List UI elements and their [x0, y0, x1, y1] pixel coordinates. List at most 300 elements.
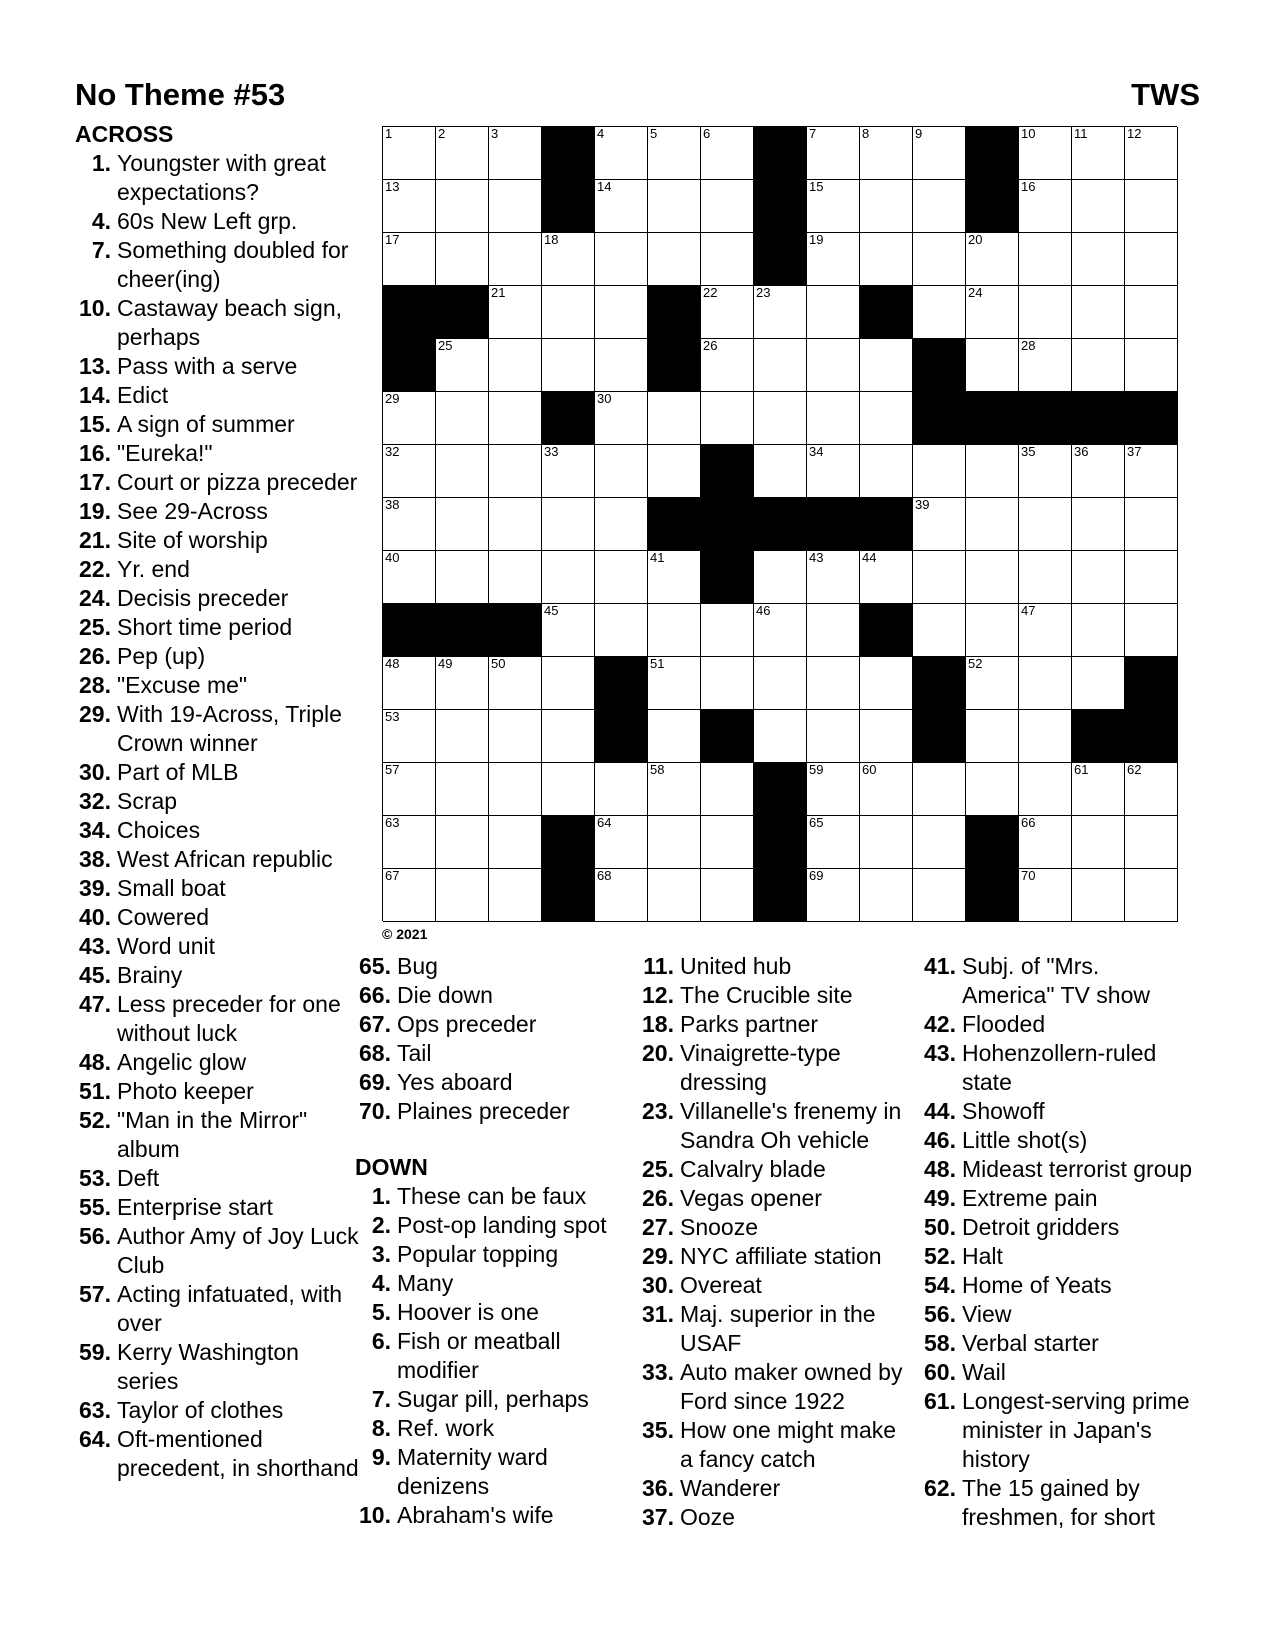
- grid-cell[interactable]: [966, 233, 1019, 286]
- cell-number: 65: [809, 815, 824, 830]
- grid-cell[interactable]: [913, 127, 966, 180]
- clue-text: Extreme pain: [962, 1185, 1098, 1211]
- clue-number: 60.: [924, 1359, 956, 1385]
- grid-cell[interactable]: [701, 763, 754, 816]
- grid-cell[interactable]: [966, 551, 1019, 604]
- grid-cell[interactable]: [595, 180, 648, 233]
- grid-cell[interactable]: [489, 392, 542, 445]
- clue-item: [355, 1269, 630, 1298]
- clue-number: 6.: [371, 1328, 391, 1354]
- grid-cell[interactable]: [542, 604, 595, 657]
- grid-cell[interactable]: [436, 498, 489, 551]
- clue-number: 32.: [79, 788, 111, 814]
- grid-cell[interactable]: [966, 763, 1019, 816]
- clue-text: Villanelle's frenemy in Sandra Oh vehicle: [680, 1098, 902, 1153]
- cell-number: 59: [809, 762, 824, 777]
- black-square: [1019, 392, 1072, 445]
- clue-number: 11.: [643, 953, 674, 979]
- black-square: [701, 445, 754, 498]
- clue-column-across: [75, 120, 365, 1483]
- grid-cell[interactable]: [754, 657, 807, 710]
- clue-item: [75, 1077, 365, 1106]
- grid-cell[interactable]: [436, 763, 489, 816]
- clue-item: [638, 1503, 913, 1532]
- grid-cell[interactable]: [913, 816, 966, 869]
- grid-cell[interactable]: [489, 710, 542, 763]
- grid-cell[interactable]: [754, 339, 807, 392]
- grid-cell[interactable]: [436, 657, 489, 710]
- black-square: [860, 604, 913, 657]
- cell-number: 1: [385, 126, 393, 141]
- black-square: [595, 710, 648, 763]
- grid-cell[interactable]: [436, 339, 489, 392]
- clue-item: [638, 981, 913, 1010]
- grid-cell[interactable]: [1125, 816, 1178, 869]
- clue-number: 10.: [359, 1502, 391, 1528]
- grid-cell[interactable]: [1019, 498, 1072, 551]
- cell-number: 61: [1074, 762, 1089, 777]
- black-square: [913, 392, 966, 445]
- grid-cell[interactable]: [913, 180, 966, 233]
- grid-cell[interactable]: [1019, 180, 1072, 233]
- grid-cell[interactable]: [436, 392, 489, 445]
- grid-cell[interactable]: [966, 498, 1019, 551]
- cell-number: 50: [491, 656, 506, 671]
- grid-cell[interactable]: [860, 816, 913, 869]
- grid-cell[interactable]: [860, 392, 913, 445]
- grid-cell[interactable]: [595, 816, 648, 869]
- grid-cell[interactable]: [648, 233, 701, 286]
- clue-text: Site of worship: [117, 527, 268, 553]
- grid-cell[interactable]: [1019, 869, 1072, 922]
- clue-item: [75, 584, 365, 613]
- cell-number: 10: [1021, 126, 1036, 141]
- clue-number: 53.: [79, 1165, 111, 1191]
- clue-text: NYC affiliate station: [680, 1243, 882, 1269]
- cell-number: 25: [438, 338, 453, 353]
- black-square: [1072, 710, 1125, 763]
- grid-cell[interactable]: [436, 710, 489, 763]
- grid-cell[interactable]: [595, 286, 648, 339]
- grid-cell[interactable]: [1125, 763, 1178, 816]
- grid-cell[interactable]: [436, 551, 489, 604]
- clue-item: [75, 874, 365, 903]
- grid-cell[interactable]: [542, 710, 595, 763]
- grid-cell[interactable]: [807, 604, 860, 657]
- grid-cell[interactable]: [489, 180, 542, 233]
- clue-item: [638, 1155, 913, 1184]
- cell-number: 18: [544, 232, 559, 247]
- clue-item: [75, 1164, 365, 1193]
- clue-item: [920, 1097, 1195, 1126]
- grid-cell[interactable]: [489, 498, 542, 551]
- grid-cell[interactable]: [595, 869, 648, 922]
- grid-cell[interactable]: [1019, 710, 1072, 763]
- grid-cell[interactable]: [754, 710, 807, 763]
- grid-cell[interactable]: [754, 286, 807, 339]
- grid-cell[interactable]: [1072, 816, 1125, 869]
- grid-cell[interactable]: [1019, 445, 1072, 498]
- grid-cell[interactable]: [860, 869, 913, 922]
- clue-number: 47.: [79, 991, 111, 1017]
- black-square: [966, 127, 1019, 180]
- grid-cell[interactable]: [701, 233, 754, 286]
- grid-cell[interactable]: [1019, 127, 1072, 180]
- grid-cell[interactable]: [648, 445, 701, 498]
- black-square: [701, 710, 754, 763]
- grid-cell[interactable]: [1019, 286, 1072, 339]
- clue-text: Maj. superior in the USAF: [680, 1301, 876, 1356]
- cell-number: 64: [597, 815, 612, 830]
- clue-column-3: [638, 952, 913, 1532]
- grid-cell[interactable]: [542, 233, 595, 286]
- clue-item: [638, 1010, 913, 1039]
- black-square: [489, 604, 542, 657]
- grid-cell[interactable]: [913, 869, 966, 922]
- grid-cell[interactable]: [489, 763, 542, 816]
- grid-cell[interactable]: [701, 127, 754, 180]
- grid-cell[interactable]: [966, 339, 1019, 392]
- grid-cell[interactable]: [807, 233, 860, 286]
- grid-cell[interactable]: [1125, 445, 1178, 498]
- grid-cell[interactable]: [860, 657, 913, 710]
- clue-number: 33.: [642, 1359, 674, 1385]
- grid-cell[interactable]: [542, 498, 595, 551]
- grid-cell[interactable]: [1019, 816, 1072, 869]
- grid-cell[interactable]: [542, 551, 595, 604]
- grid-cell[interactable]: [1072, 763, 1125, 816]
- clue-item: [355, 1414, 630, 1443]
- clue-text: Oft-mentioned precedent, in shorthand: [117, 1426, 359, 1481]
- grid-cell[interactable]: [807, 180, 860, 233]
- grid-cell[interactable]: [542, 657, 595, 710]
- black-square: [860, 498, 913, 551]
- clue-text: "Excuse me": [117, 672, 248, 698]
- grid-cell[interactable]: [383, 710, 436, 763]
- cell-number: 41: [650, 550, 665, 565]
- grid-cell[interactable]: [648, 869, 701, 922]
- grid-cell[interactable]: [489, 233, 542, 286]
- grid-cell[interactable]: [807, 816, 860, 869]
- clue-number: 25.: [79, 614, 111, 640]
- grid-cell[interactable]: [489, 551, 542, 604]
- grid-cell[interactable]: [913, 551, 966, 604]
- clue-item: [355, 1240, 630, 1269]
- clue-text: Vegas opener: [680, 1185, 822, 1211]
- grid-cell[interactable]: [860, 551, 913, 604]
- grid-cell[interactable]: [383, 498, 436, 551]
- grid-cell[interactable]: [913, 604, 966, 657]
- clue-item: [75, 149, 365, 207]
- cell-number: 13: [385, 179, 400, 194]
- grid-cell[interactable]: [913, 286, 966, 339]
- grid-cell[interactable]: [648, 180, 701, 233]
- cell-number: 53: [385, 709, 400, 724]
- clue-item: [638, 1242, 913, 1271]
- clue-item: [75, 700, 365, 758]
- black-square: [1125, 710, 1178, 763]
- grid-cell[interactable]: [860, 339, 913, 392]
- grid-cell[interactable]: [436, 127, 489, 180]
- clue-item: [355, 1182, 630, 1211]
- grid-cell[interactable]: [701, 339, 754, 392]
- black-square: [542, 180, 595, 233]
- clue-number: 18.: [642, 1011, 674, 1037]
- grid-cell[interactable]: [383, 127, 436, 180]
- grid-cell[interactable]: [595, 392, 648, 445]
- grid-cell[interactable]: [1125, 233, 1178, 286]
- grid-cell[interactable]: [807, 551, 860, 604]
- black-square: [701, 551, 754, 604]
- grid-cell[interactable]: [860, 127, 913, 180]
- clue-text: Flooded: [962, 1011, 1046, 1037]
- clue-text: Edict: [117, 382, 169, 408]
- cell-number: 6: [703, 126, 711, 141]
- clue-item: [75, 1425, 365, 1483]
- grid-cell[interactable]: [1072, 445, 1125, 498]
- grid-cell[interactable]: [489, 869, 542, 922]
- grid-cell[interactable]: [383, 445, 436, 498]
- clue-text: Photo keeper: [117, 1078, 254, 1104]
- grid-cell[interactable]: [966, 604, 1019, 657]
- grid-cell[interactable]: [1019, 339, 1072, 392]
- grid-cell[interactable]: [595, 763, 648, 816]
- cell-number: 66: [1021, 815, 1036, 830]
- grid-cell[interactable]: [542, 763, 595, 816]
- grid-cell[interactable]: [383, 233, 436, 286]
- clue-item: [75, 845, 365, 874]
- grid-cell[interactable]: [860, 445, 913, 498]
- clue-item: [75, 207, 365, 236]
- clue-text: Snooze: [680, 1214, 759, 1240]
- grid-cell[interactable]: [1019, 604, 1072, 657]
- black-square: [913, 339, 966, 392]
- grid-cell[interactable]: [1019, 763, 1072, 816]
- grid-cell[interactable]: [648, 551, 701, 604]
- clue-text: Something doubled for cheer(ing): [117, 237, 349, 292]
- grid-cell[interactable]: [966, 710, 1019, 763]
- clue-number: 2.: [371, 1212, 391, 1238]
- grid-cell[interactable]: [1072, 498, 1125, 551]
- grid-cell[interactable]: [913, 445, 966, 498]
- grid-cell[interactable]: [489, 286, 542, 339]
- grid-cell[interactable]: [1125, 127, 1178, 180]
- grid-cell[interactable]: [966, 286, 1019, 339]
- cell-number: 51: [650, 656, 665, 671]
- grid-cell[interactable]: [648, 127, 701, 180]
- clue-text: Popular topping: [397, 1241, 559, 1267]
- grid-cell[interactable]: [807, 339, 860, 392]
- clue-number: 56.: [924, 1301, 956, 1327]
- grid-cell[interactable]: [383, 180, 436, 233]
- grid-cell[interactable]: [913, 498, 966, 551]
- grid-cell[interactable]: [383, 869, 436, 922]
- grid-cell[interactable]: [966, 657, 1019, 710]
- grid-cell[interactable]: [648, 763, 701, 816]
- clue-text: View: [962, 1301, 1012, 1327]
- cell-number: 34: [809, 444, 824, 459]
- clue-number: 25.: [642, 1156, 674, 1182]
- grid-cell[interactable]: [701, 816, 754, 869]
- clue-item: [75, 497, 365, 526]
- grid-cell[interactable]: [595, 339, 648, 392]
- grid-cell[interactable]: [701, 869, 754, 922]
- grid-cell[interactable]: [1072, 286, 1125, 339]
- grid-cell[interactable]: [1072, 233, 1125, 286]
- grid-cell[interactable]: [595, 498, 648, 551]
- grid-cell[interactable]: [489, 127, 542, 180]
- grid-cell[interactable]: [913, 763, 966, 816]
- grid-cell[interactable]: [807, 763, 860, 816]
- grid-cell[interactable]: [1125, 869, 1178, 922]
- grid-cell[interactable]: [436, 180, 489, 233]
- grid-cell[interactable]: [648, 657, 701, 710]
- clue-number: 20.: [642, 1040, 674, 1066]
- grid-cell[interactable]: [436, 816, 489, 869]
- grid-cell[interactable]: [542, 445, 595, 498]
- grid-cell[interactable]: [595, 604, 648, 657]
- grid-cell[interactable]: [807, 127, 860, 180]
- clue-text: United hub: [680, 953, 792, 979]
- clue-text: Post-op landing spot: [397, 1212, 607, 1238]
- clue-number: 38.: [79, 846, 111, 872]
- grid-cell[interactable]: [807, 710, 860, 763]
- clue-item: [638, 1184, 913, 1213]
- clue-text: Choices: [117, 817, 201, 843]
- clue-number: 13.: [79, 353, 111, 379]
- grid-cell[interactable]: [1019, 551, 1072, 604]
- grid-cell[interactable]: [913, 233, 966, 286]
- grid-cell[interactable]: [1125, 498, 1178, 551]
- grid-cell[interactable]: [595, 127, 648, 180]
- grid-cell[interactable]: [542, 339, 595, 392]
- grid-cell[interactable]: [436, 445, 489, 498]
- grid-cell[interactable]: [701, 657, 754, 710]
- grid-cell[interactable]: [1125, 339, 1178, 392]
- clue-item: [75, 671, 365, 700]
- crossword-grid: [382, 126, 1177, 921]
- grid-cell[interactable]: [1072, 551, 1125, 604]
- grid-cell[interactable]: [701, 392, 754, 445]
- grid-cell[interactable]: [489, 339, 542, 392]
- grid-cell[interactable]: [1072, 127, 1125, 180]
- puzzle-title: No Theme #53: [75, 77, 286, 112]
- clue-item: [638, 1358, 913, 1416]
- grid-cell[interactable]: [754, 604, 807, 657]
- clue-text: Tail: [397, 1040, 432, 1066]
- cell-number: 17: [385, 232, 400, 247]
- grid-cell[interactable]: [860, 233, 913, 286]
- clue-text: Youngster with great expectations?: [117, 150, 326, 205]
- black-square: [754, 869, 807, 922]
- grid-cell[interactable]: [1072, 339, 1125, 392]
- clue-number: 68.: [359, 1040, 391, 1066]
- grid-cell[interactable]: [701, 180, 754, 233]
- grid-cell[interactable]: [436, 233, 489, 286]
- grid-cell[interactable]: [807, 869, 860, 922]
- clue-item: [75, 1222, 365, 1280]
- grid-cell[interactable]: [648, 392, 701, 445]
- grid-cell[interactable]: [1072, 604, 1125, 657]
- grid-cell[interactable]: [1125, 286, 1178, 339]
- grid-cell[interactable]: [807, 392, 860, 445]
- clue-text: Hohenzollern-ruled state: [962, 1040, 1157, 1095]
- cell-number: 36: [1074, 444, 1089, 459]
- cell-number: 70: [1021, 868, 1036, 883]
- clue-text: Angelic glow: [117, 1049, 247, 1075]
- clue-text: Brainy: [117, 962, 183, 988]
- grid-cell[interactable]: [701, 286, 754, 339]
- cell-number: 69: [809, 868, 824, 883]
- grid-cell[interactable]: [383, 392, 436, 445]
- grid-cell[interactable]: [595, 445, 648, 498]
- clue-item: [75, 1193, 365, 1222]
- grid-cell[interactable]: [1019, 233, 1072, 286]
- grid-cell[interactable]: [1072, 180, 1125, 233]
- grid-cell[interactable]: [860, 180, 913, 233]
- grid-cell[interactable]: [436, 869, 489, 922]
- grid-cell[interactable]: [648, 816, 701, 869]
- grid-cell[interactable]: [383, 657, 436, 710]
- black-square: [913, 657, 966, 710]
- grid-cell[interactable]: [701, 604, 754, 657]
- grid-cell[interactable]: [1125, 604, 1178, 657]
- grid-cell[interactable]: [383, 551, 436, 604]
- clue-text: Small boat: [117, 875, 226, 901]
- grid-cell[interactable]: [807, 286, 860, 339]
- grid-cell[interactable]: [860, 710, 913, 763]
- clue-item: [75, 1338, 365, 1396]
- clue-text: The Crucible site: [680, 982, 853, 1008]
- grid-cell[interactable]: [489, 657, 542, 710]
- grid-cell[interactable]: [648, 710, 701, 763]
- clue-number: 14.: [79, 382, 111, 408]
- clue-number: 21.: [79, 527, 111, 553]
- cell-number: 2: [438, 126, 446, 141]
- grid-cell[interactable]: [754, 445, 807, 498]
- grid-cell[interactable]: [1019, 657, 1072, 710]
- grid-cell[interactable]: [595, 551, 648, 604]
- grid-cell[interactable]: [860, 763, 913, 816]
- grid-cell[interactable]: [1072, 657, 1125, 710]
- clue-number: 23.: [642, 1098, 674, 1124]
- grid-cell[interactable]: [807, 445, 860, 498]
- clue-item: [920, 1271, 1195, 1300]
- grid-cell[interactable]: [807, 657, 860, 710]
- clue-item: [920, 1474, 1195, 1532]
- grid-cell[interactable]: [383, 816, 436, 869]
- clue-number: 54.: [924, 1272, 956, 1298]
- grid-cell[interactable]: [1125, 180, 1178, 233]
- grid-cell[interactable]: [1125, 551, 1178, 604]
- clue-item: [920, 1300, 1195, 1329]
- cell-number: 26: [703, 338, 718, 353]
- grid-cell[interactable]: [489, 445, 542, 498]
- clue-text: Pass with a serve: [117, 353, 298, 379]
- black-square: [383, 604, 436, 657]
- grid-cell[interactable]: [595, 233, 648, 286]
- grid-cell[interactable]: [383, 763, 436, 816]
- grid-cell[interactable]: [754, 551, 807, 604]
- grid-cell[interactable]: [542, 286, 595, 339]
- clue-text: Enterprise start: [117, 1194, 273, 1220]
- grid-cell[interactable]: [754, 392, 807, 445]
- clue-item: [75, 1048, 365, 1077]
- grid-cell[interactable]: [648, 604, 701, 657]
- grid-cell[interactable]: [489, 816, 542, 869]
- grid-cell[interactable]: [966, 445, 1019, 498]
- grid-cell[interactable]: [1072, 869, 1125, 922]
